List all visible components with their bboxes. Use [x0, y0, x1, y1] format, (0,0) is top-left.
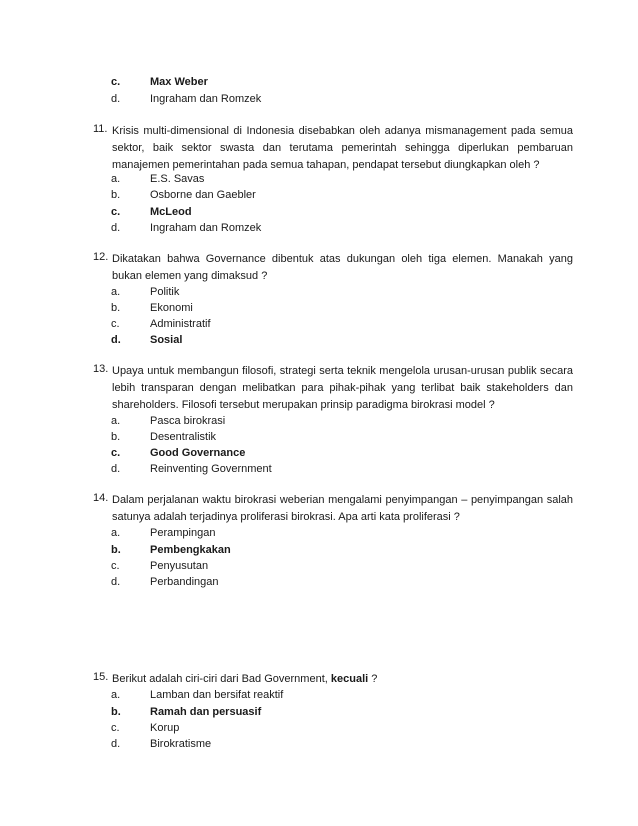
- option-text: Lamban dan bersifat reaktif: [150, 689, 284, 701]
- question-stem: Dalam perjalanan waktu birokrasi weberian mengalami penyimpangan – penyimpangan salah satunya adalah terjadinya proliferasi birokrasi. Apa arti kata proliferasi ?: [112, 494, 573, 523]
- option-letter: a.: [111, 527, 121, 539]
- q10-option-c: [0, 74, 638, 90]
- option-text: Desentralistik: [150, 431, 217, 443]
- option-text: Max Weber: [150, 76, 208, 88]
- option-text: Ingraham dan Romzek: [150, 93, 262, 105]
- q12-option-c: [0, 316, 638, 332]
- question-number: 11.: [93, 123, 108, 135]
- q13-option-b: [0, 429, 638, 445]
- question-stem: [112, 671, 573, 688]
- option-letter: d.: [111, 93, 121, 105]
- question-stem: Dikatakan bahwa Governance dibentuk atas dukungan oleh tiga elemen. Manakah yang bukan elemen yang dimaksud ?: [112, 253, 573, 282]
- option-letter: b.: [111, 431, 121, 443]
- question-12: [93, 251, 573, 285]
- q14-option-a: [0, 525, 638, 541]
- option-letter: c.: [111, 722, 120, 734]
- question-stem: Upaya untuk membangun filosofi, strategi serta teknik mengelola urusan-urusan publik secara lebih transparan dengan melibatkan para pihak-pihak yang terlibat baik stakeholders dan shareholders. Filosofi tersebut merupakan prinsip paradigma birokrasi model ?: [112, 365, 573, 411]
- option-text: Pasca birokrasi: [150, 415, 226, 427]
- option-text: Birokratisme: [150, 738, 212, 750]
- option-text: E.S. Savas: [150, 173, 205, 185]
- q15-option-a: [0, 687, 638, 703]
- question-15: [93, 671, 573, 688]
- q11-option-b: [0, 187, 638, 203]
- option-letter: c.: [111, 318, 120, 330]
- option-letter: b.: [111, 189, 121, 201]
- q15-option-b: [0, 704, 638, 720]
- option-letter: d.: [111, 334, 121, 346]
- option-letter: c.: [111, 447, 121, 459]
- question-14: [93, 492, 573, 526]
- option-letter: d.: [111, 576, 121, 588]
- q12-option-b: [0, 300, 638, 316]
- question-stem-text: Berikut adalah ciri-ciri dari Bad Government,: [112, 673, 331, 685]
- q12-option-d: [0, 332, 638, 348]
- question-number: 14.: [93, 492, 109, 504]
- question-13: [93, 363, 573, 414]
- option-text: Ekonomi: [150, 302, 193, 314]
- q10-option-d: [0, 91, 638, 107]
- option-letter: c.: [111, 206, 121, 218]
- option-text: Osborne dan Gaebler: [150, 189, 256, 201]
- q11-option-a: [0, 171, 638, 187]
- option-text: Sosial: [150, 334, 183, 346]
- option-letter: a.: [111, 689, 121, 701]
- q13-option-a: [0, 413, 638, 429]
- option-text: Administratif: [150, 318, 211, 330]
- q15-option-c: [0, 720, 638, 736]
- option-text: Reinventing Government: [150, 463, 272, 475]
- question-stem-keyword: kecuali: [330, 673, 369, 685]
- option-text: Good Governance: [150, 447, 246, 459]
- option-letter: d.: [111, 222, 121, 234]
- option-letter: a.: [111, 173, 121, 185]
- option-letter: d.: [111, 738, 121, 750]
- option-text: Korup: [150, 722, 180, 734]
- q13-option-c: [0, 445, 638, 461]
- q12-option-a: [0, 284, 638, 300]
- option-text: Penyusutan: [150, 560, 209, 572]
- option-text: Perampingan: [150, 527, 216, 539]
- option-letter: c.: [111, 560, 120, 572]
- question-stem: Krisis multi-dimensional di Indonesia disebabkan oleh adanya mismanagement pada semua sektor, baik sektor swasta dan terutama pemerintah sehingga diperlukan pembaruan manajemen pemerintahan pada semua tahapan, pendapat tersebut diungkapkan oleh ?: [112, 125, 573, 171]
- option-text: Politik: [150, 286, 180, 298]
- q15-option-d: [0, 736, 638, 752]
- question-number: 12.: [93, 251, 109, 263]
- option-letter: c.: [111, 76, 121, 88]
- q14-option-c: [0, 558, 638, 574]
- q13-option-d: [0, 461, 638, 477]
- option-text: Ingraham dan Romzek: [150, 222, 262, 234]
- q14-option-b: [0, 542, 638, 558]
- question-stem-end: ?: [368, 673, 378, 685]
- option-letter: b.: [111, 544, 121, 556]
- question-11: [93, 123, 573, 174]
- question-number: 13.: [93, 363, 109, 375]
- q14-option-d: [0, 574, 638, 590]
- option-text: Perbandingan: [150, 576, 219, 588]
- option-letter: a.: [111, 286, 121, 298]
- q11-option-d: [0, 220, 638, 236]
- option-letter: a.: [111, 415, 121, 427]
- question-number: 15.: [93, 671, 109, 683]
- option-letter: b.: [111, 302, 121, 314]
- option-text: McLeod: [150, 206, 192, 218]
- option-letter: d.: [111, 463, 121, 475]
- q11-option-c: [0, 204, 638, 220]
- option-text: Ramah dan persuasif: [150, 706, 262, 718]
- option-letter: b.: [111, 706, 121, 718]
- option-text: Pembengkakan: [150, 544, 231, 556]
